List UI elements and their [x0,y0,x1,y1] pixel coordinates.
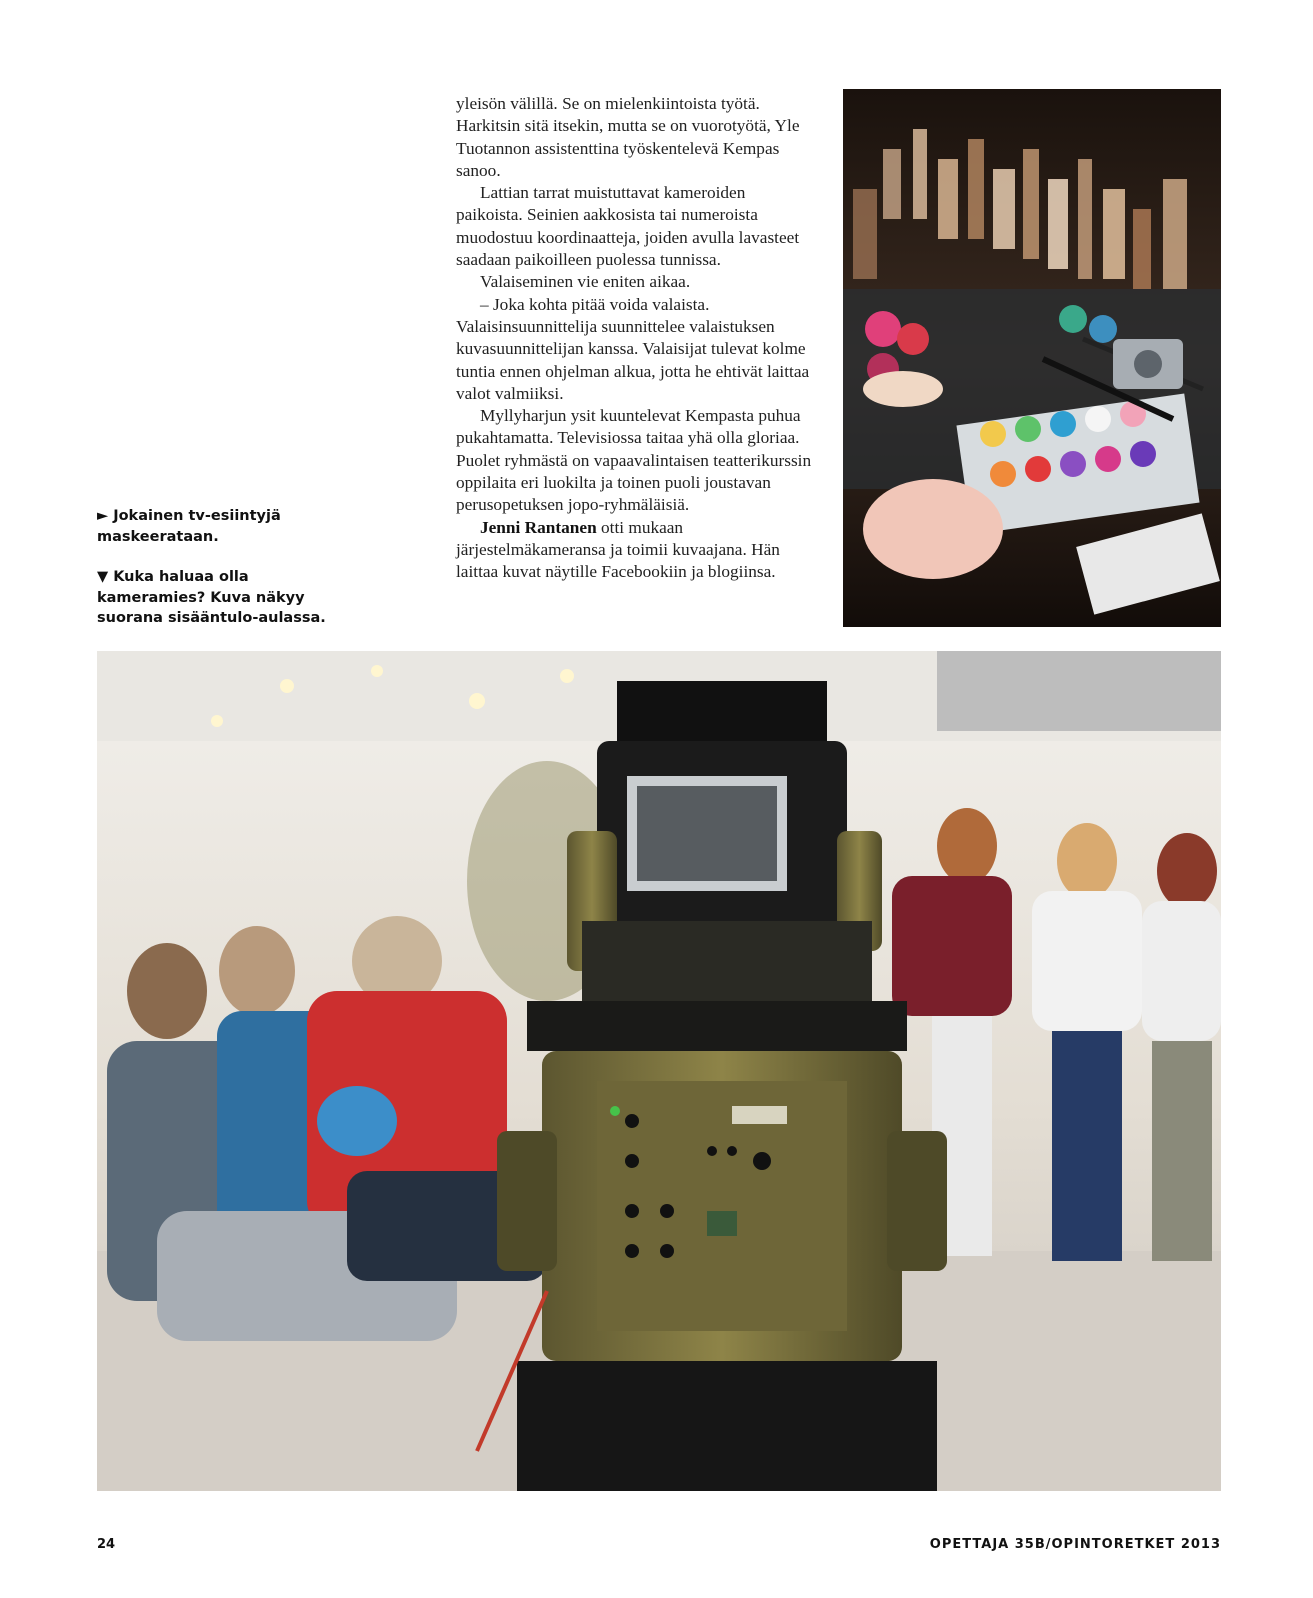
article-column [456,93,814,584]
photo-captions [97,506,347,649]
caption-makeup: ► Jokainen tv-esiintyjä maskeerataan. [97,508,281,545]
makeup-photo [843,89,1221,627]
person-name: Jenni Rantanen [480,517,597,537]
article-paragraph: Lattian tarrat muistuttavat kameroiden paikoista. Seinien aakkosista tai numeroista muodostuu koordinaatteja, joiden avulla lavasteet saadaan paikoilleen puolessa tunnissa. [456,183,800,270]
publication-name: OPETTAJA 35B/OPINTORETKET 2013 [929,1537,1221,1552]
article-paragraph [456,517,814,584]
article-paragraph: Myllyharjun ysit kuuntelevat Kempasta puhua pukahtamatta. Televisiossa taitaa yhä olla gloriaa. Puolet ryhmästä on vapaavalintaisen teatterikurssin oppilaita eri luokilta ja toinen puoli joustavan perusopetuksen jopo-ryhmäläisiä. [456,406,812,515]
article-text: otti mukaan järjestelmäkameransa ja toimii kuvaajana. Hän laittaa kuvat näytille Facebookiin ja blogiinsa. [456,517,780,582]
tv-camera-photo [97,651,1221,1491]
article-paragraph: yleisön välillä. Se on mielenkiintoista työtä. Harkitsin sitä itsekin, mutta se on vuorotyötä, Yle Tuotannon assistenttina työskentelevä Kempas sanoo. [456,94,800,180]
page-number: 24 [97,1537,116,1552]
article-paragraph: Valaiseminen vie eniten aikaa. [480,272,691,292]
article-paragraph: – Joka kohta pitää voida valaista. Valaisinsuunnittelija suunnittelee valaistuksen kuvasuunnittelijan kanssa. Valaisijat tulevat kolme tuntia ennen ohjelman alkua, jotta he ehtivät laittaa valot valmiiksi. [456,294,810,403]
caption-camera: ▼ Kuka haluaa olla kameramies? Kuva näkyy suorana sisääntulo-aulassa. [97,569,326,626]
